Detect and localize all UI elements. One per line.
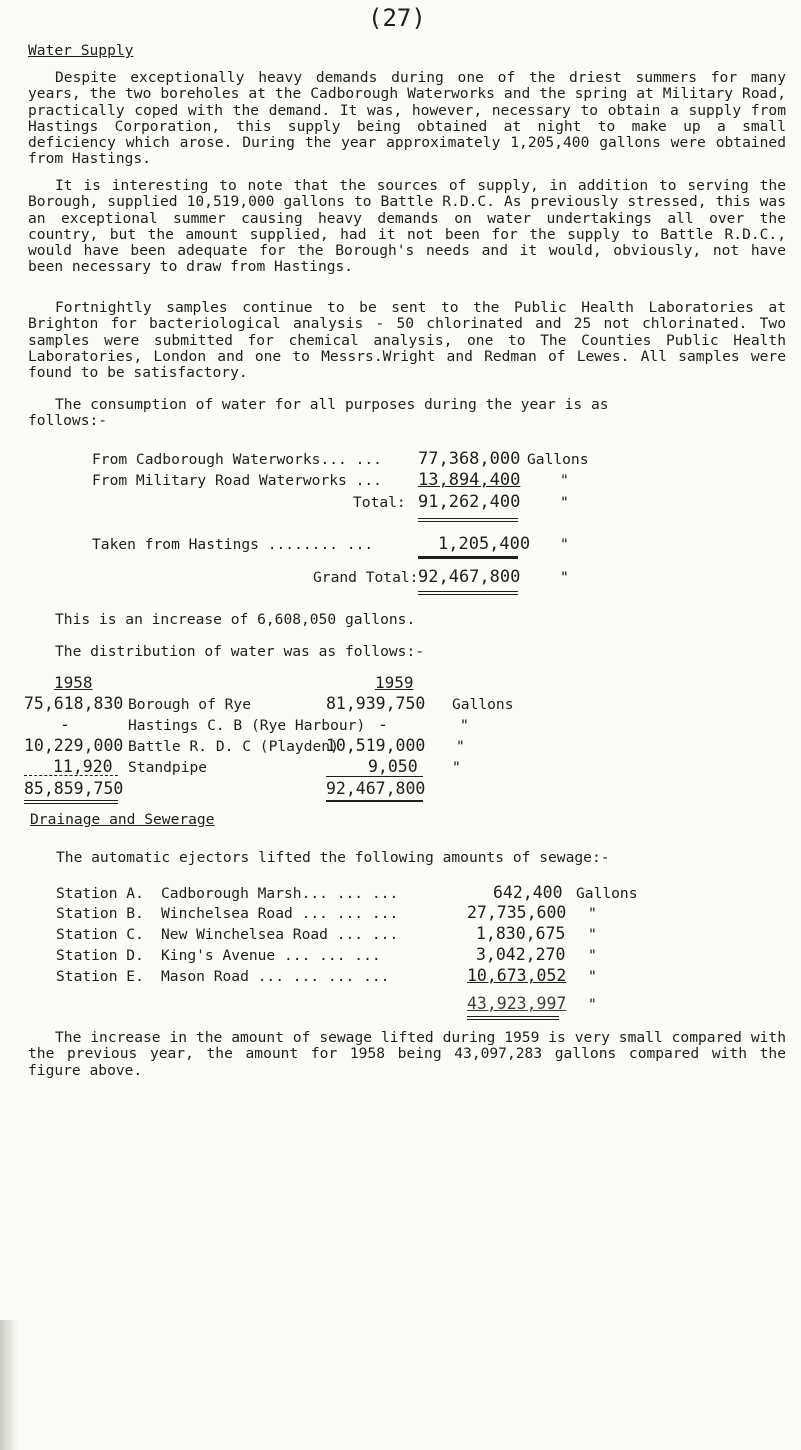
distribution-unit: Gallons (452, 696, 514, 713)
consumption-unit: Gallons (527, 451, 589, 468)
total-double-rule (418, 518, 518, 522)
distribution-1958-value: 11,920 (53, 757, 113, 776)
sewage-total-double-rule (467, 1016, 559, 1020)
station-value: 10,673,052 (467, 966, 567, 985)
station-place: Mason Road ... ... ... ... (161, 968, 390, 985)
consumption-value: 91,262,400 (418, 492, 521, 512)
increase-statement: This is an increase of 6,608,050 gallons. (55, 611, 416, 628)
total-double-rule-1958 (24, 800, 118, 804)
station-unit: Gallons (576, 885, 638, 902)
station-place: King's Avenue ... ... ... (161, 947, 381, 964)
distribution-label: Borough of Rye (128, 696, 252, 713)
water-supply-paragraph-1: Despite exceptionally heavy demands during one of the driest summers for many years, the two boreholes at the Cadborough Waterworks and the spring at Military Road, practically coped with the demand. It was, however, necessary to obtain a supply from Hastings Corporation, this supply being obtained at night to make up a small deficiency which arose. During the year approximately 1,205,400 gallons were obtained from Hastings. (28, 69, 786, 168)
consumption-intro-line-1: The consumption of water for all purposes during the year is as (55, 396, 609, 413)
total-rule-1959 (326, 800, 423, 802)
consumption-label: From Cadborough Waterworks... ... (92, 451, 382, 468)
distribution-intro: The distribution of water was as follows:- (55, 643, 425, 660)
distribution-1959-value: 81,939,750 (326, 694, 426, 713)
distribution-1958-value: 10,229,000 (24, 736, 124, 755)
station-value: 3,042,270 (476, 945, 566, 964)
distribution-label: Hastings C. B (Rye Harbour) (128, 717, 366, 734)
consumption-value: 77,368,000 (418, 449, 521, 469)
station-id: Station E. (56, 968, 144, 985)
consumption-value: 13,894,400 (418, 470, 521, 490)
consumption-value: 1,205,400 (438, 534, 531, 554)
distribution-label: Battle R. D. C (Playden) (128, 738, 339, 755)
station-unit: " (588, 926, 597, 943)
year-1958-header: 1958 (54, 673, 93, 692)
subtotal-rule-1959 (326, 776, 423, 777)
station-unit: " (588, 947, 597, 964)
station-place: Cadborough Marsh... ... ... (161, 885, 399, 902)
consumption-unit: " (560, 472, 569, 489)
station-unit: " (588, 968, 597, 985)
distribution-total-1958: 85,859,750 (24, 779, 124, 798)
sewage-total-unit: " (588, 996, 597, 1013)
subtotal-rule-1958 (24, 775, 118, 778)
consumption-unit: " (560, 494, 569, 511)
distribution-1958-value: 75,618,830 (24, 694, 124, 713)
station-place: Winchelsea Road ... ... ... (161, 905, 399, 922)
drainage-heading: Drainage and Sewerage (30, 811, 215, 828)
page-number: (27) (368, 4, 426, 32)
station-id: Station D. (56, 947, 144, 964)
grand-total-double-rule (418, 591, 518, 595)
station-id: Station A. (56, 885, 144, 902)
distribution-unit: " (460, 717, 469, 734)
distribution-unit: " (452, 759, 461, 776)
station-unit: " (588, 905, 597, 922)
distribution-1958-value: - (60, 715, 70, 734)
distribution-unit: " (456, 738, 465, 755)
consumption-label: Taken from Hastings ........ ... (92, 536, 374, 553)
distribution-total-1959: 92,467,800 (326, 779, 426, 798)
consumption-grand-total-label: Grand Total: (313, 569, 419, 586)
station-id: Station C. (56, 926, 144, 943)
drainage-intro: The automatic ejectors lifted the following amounts of sewage:- (56, 849, 610, 866)
station-place: New Winchelsea Road ... ... (161, 926, 399, 943)
consumption-value: 92,467,800 (418, 567, 521, 587)
water-supply-heading: Water Supply (28, 42, 134, 59)
station-id: Station B. (56, 905, 144, 922)
consumption-label: From Military Road Waterworks ... (92, 472, 382, 489)
station-value: 1,830,675 (476, 924, 566, 943)
water-supply-paragraph-2: It is interesting to note that the sources of supply, in addition to serving the Borough, supplied 10,519,000 gallons to Battle R.D.C. As previously stressed, this was an exceptional summer causing heavy demands on water undertakings all over the country, but the amount supplied, had it not been for the supply to Battle R.D.C., would have been adequate for the Borough's needs and it would, obviously, not have been necessary to draw from Hastings. (28, 177, 786, 276)
station-value: 27,735,600 (467, 903, 567, 922)
distribution-label: Standpipe (128, 759, 208, 776)
consumption-unit: " (560, 536, 569, 553)
consumption-unit: " (560, 569, 569, 586)
distribution-1959-value: - (378, 715, 388, 734)
consumption-intro-line-2: follows:- (28, 412, 108, 429)
water-supply-paragraph-3: Fortnightly samples continue to be sent to the Public Health Laboratories at Brighton for bacteriological analysis - 50 chlorinated and 25 not chlorinated. Two samples were submitted for chemical analysis, one to The Counties Public Health Laboratories, London and one to Messrs.Wright and Redman of Lewes. All samples were found to be satisfactory. (28, 299, 786, 382)
distribution-1959-value: 10,519,000 (326, 736, 426, 755)
drainage-closing-paragraph: The increase in the amount of sewage lifted during 1959 is very small compared with the previous year, the amount for 1958 being 43,097,283 gallons compared with the figure above. (28, 1029, 786, 1079)
page-edge-shadow (0, 1320, 18, 1450)
subtotal-rule (418, 556, 518, 559)
year-1959-header: 1959 (375, 673, 414, 692)
consumption-total-label: Total: (353, 494, 406, 511)
distribution-1959-value: 9,050 (368, 757, 418, 776)
station-value: 642,400 (493, 883, 563, 902)
sewage-total: 43,923,997 (467, 994, 567, 1013)
